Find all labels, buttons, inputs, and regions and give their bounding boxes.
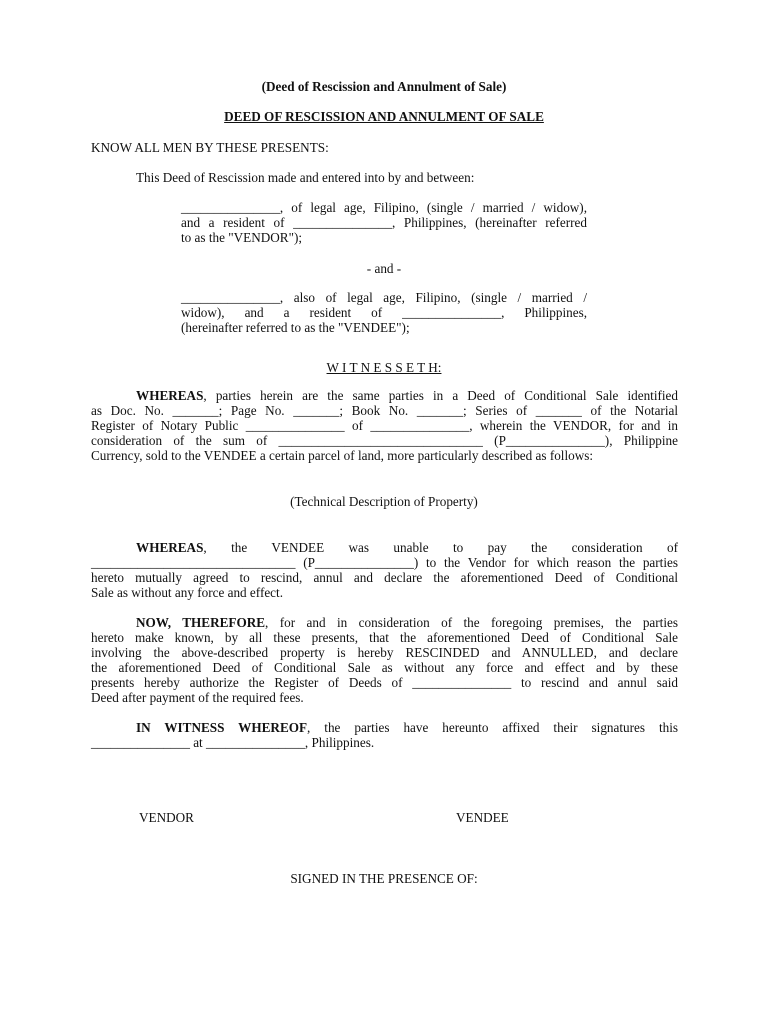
whereas-first-lead: WHEREAS (136, 388, 204, 403)
intro-line: This Deed of Rescission made and entered into by and between: (136, 170, 475, 185)
whereas-second-line: WHEREAS, the VENDEE was unable to pay the consideration of (136, 540, 678, 555)
document-title: DEED OF RESCISSION AND ANNULMENT OF SALE (224, 109, 544, 124)
whereas-first-line: Currency, sold to the VENDEE a certain parcel of land, more particularly described as follows: (91, 448, 594, 463)
whereas-first-paragraph (91, 388, 678, 463)
whereas-first-line: WHEREAS, parties herein are the same parties in a Deed of Conditional Sale identified (136, 388, 678, 403)
whereas-first-line: consideration of the sum of _______________________________ (P_______________), Philippine (91, 433, 678, 448)
signed-presence-line: SIGNED IN THE PRESENCE OF: (290, 871, 478, 886)
vendor-party-block (181, 200, 587, 245)
opening-line: KNOW ALL MEN BY THESE PRESENTS: (91, 140, 329, 155)
vendor-party-line: and a resident of _______________, Philippines, (hereinafter referred (181, 215, 587, 230)
and-separator: - and - (366, 261, 402, 276)
whereas-second-paragraph (91, 540, 678, 600)
vendee-party-line: widow), and a resident of _______________, Philippines, (181, 305, 587, 320)
vendee-signature-label: VENDEE (456, 810, 509, 825)
vendor-party-line: _______________, of legal age, Filipino, (single / married / widow), (181, 200, 587, 215)
now-therefore-lead: NOW, THEREFORE (136, 615, 266, 630)
now-therefore-line: the aforementioned Deed of Conditional Sale as without any force and effect and by these (91, 660, 678, 675)
whereas-second-line: hereto mutually agreed to rescind, annul and declare the aforementioned Deed of Conditional (91, 570, 678, 585)
now-therefore-line: hereto make known, by all these presents, that the aforementioned Deed of Conditional Sale (91, 630, 678, 645)
vendor-signature-label: VENDOR (139, 810, 194, 825)
now-therefore-line: NOW, THEREFORE, for and in consideration of the foregoing premises, the parties (136, 615, 678, 630)
header-caption: (Deed of Rescission and Annulment of Sale) (261, 79, 507, 94)
whereas-first-line: Register of Notary Public _______________ of _______________, wherein the VENDOR, for and in (91, 418, 678, 433)
witnesseth-heading: W I T N E S S E T H: (326, 360, 442, 375)
vendee-party-line: (hereinafter referred to as the "VENDEE"); (181, 320, 410, 335)
in-witness-lead: IN WITNESS WHEREOF (136, 720, 308, 735)
now-therefore-paragraph (91, 615, 678, 705)
now-therefore-line: involving the above-described property is hereby RESCINDED and ANNULLED, and declare (91, 645, 678, 660)
whereas-second-line: _______________________________ (P_______________) to the Vendor for which reason the parties (91, 555, 678, 570)
whereas-first-line: as Doc. No. _______; Page No. _______; Book No. _______; Series of _______ of the Notarial (91, 403, 678, 418)
in-witness-line: IN WITNESS WHEREOF, the parties have hereunto affixed their signatures this (136, 720, 678, 735)
vendor-party-line: to as the "VENDOR"); (181, 230, 303, 245)
whereas-second-lead: WHEREAS (136, 540, 204, 555)
technical-description: (Technical Description of Property) (290, 494, 478, 509)
now-therefore-line: Deed after payment of the required fees. (91, 690, 304, 705)
vendee-party-line: _______________, also of legal age, Filipino, (single / married / (181, 290, 587, 305)
vendee-party-block (181, 290, 587, 335)
whereas-second-line: Sale as without any force and effect. (91, 585, 283, 600)
in-witness-paragraph (91, 720, 678, 750)
now-therefore-line: presents hereby authorize the Register of Deeds of _______________ to rescind and annul said (91, 675, 678, 690)
in-witness-line: _______________ at _______________, Philippines. (91, 735, 375, 750)
